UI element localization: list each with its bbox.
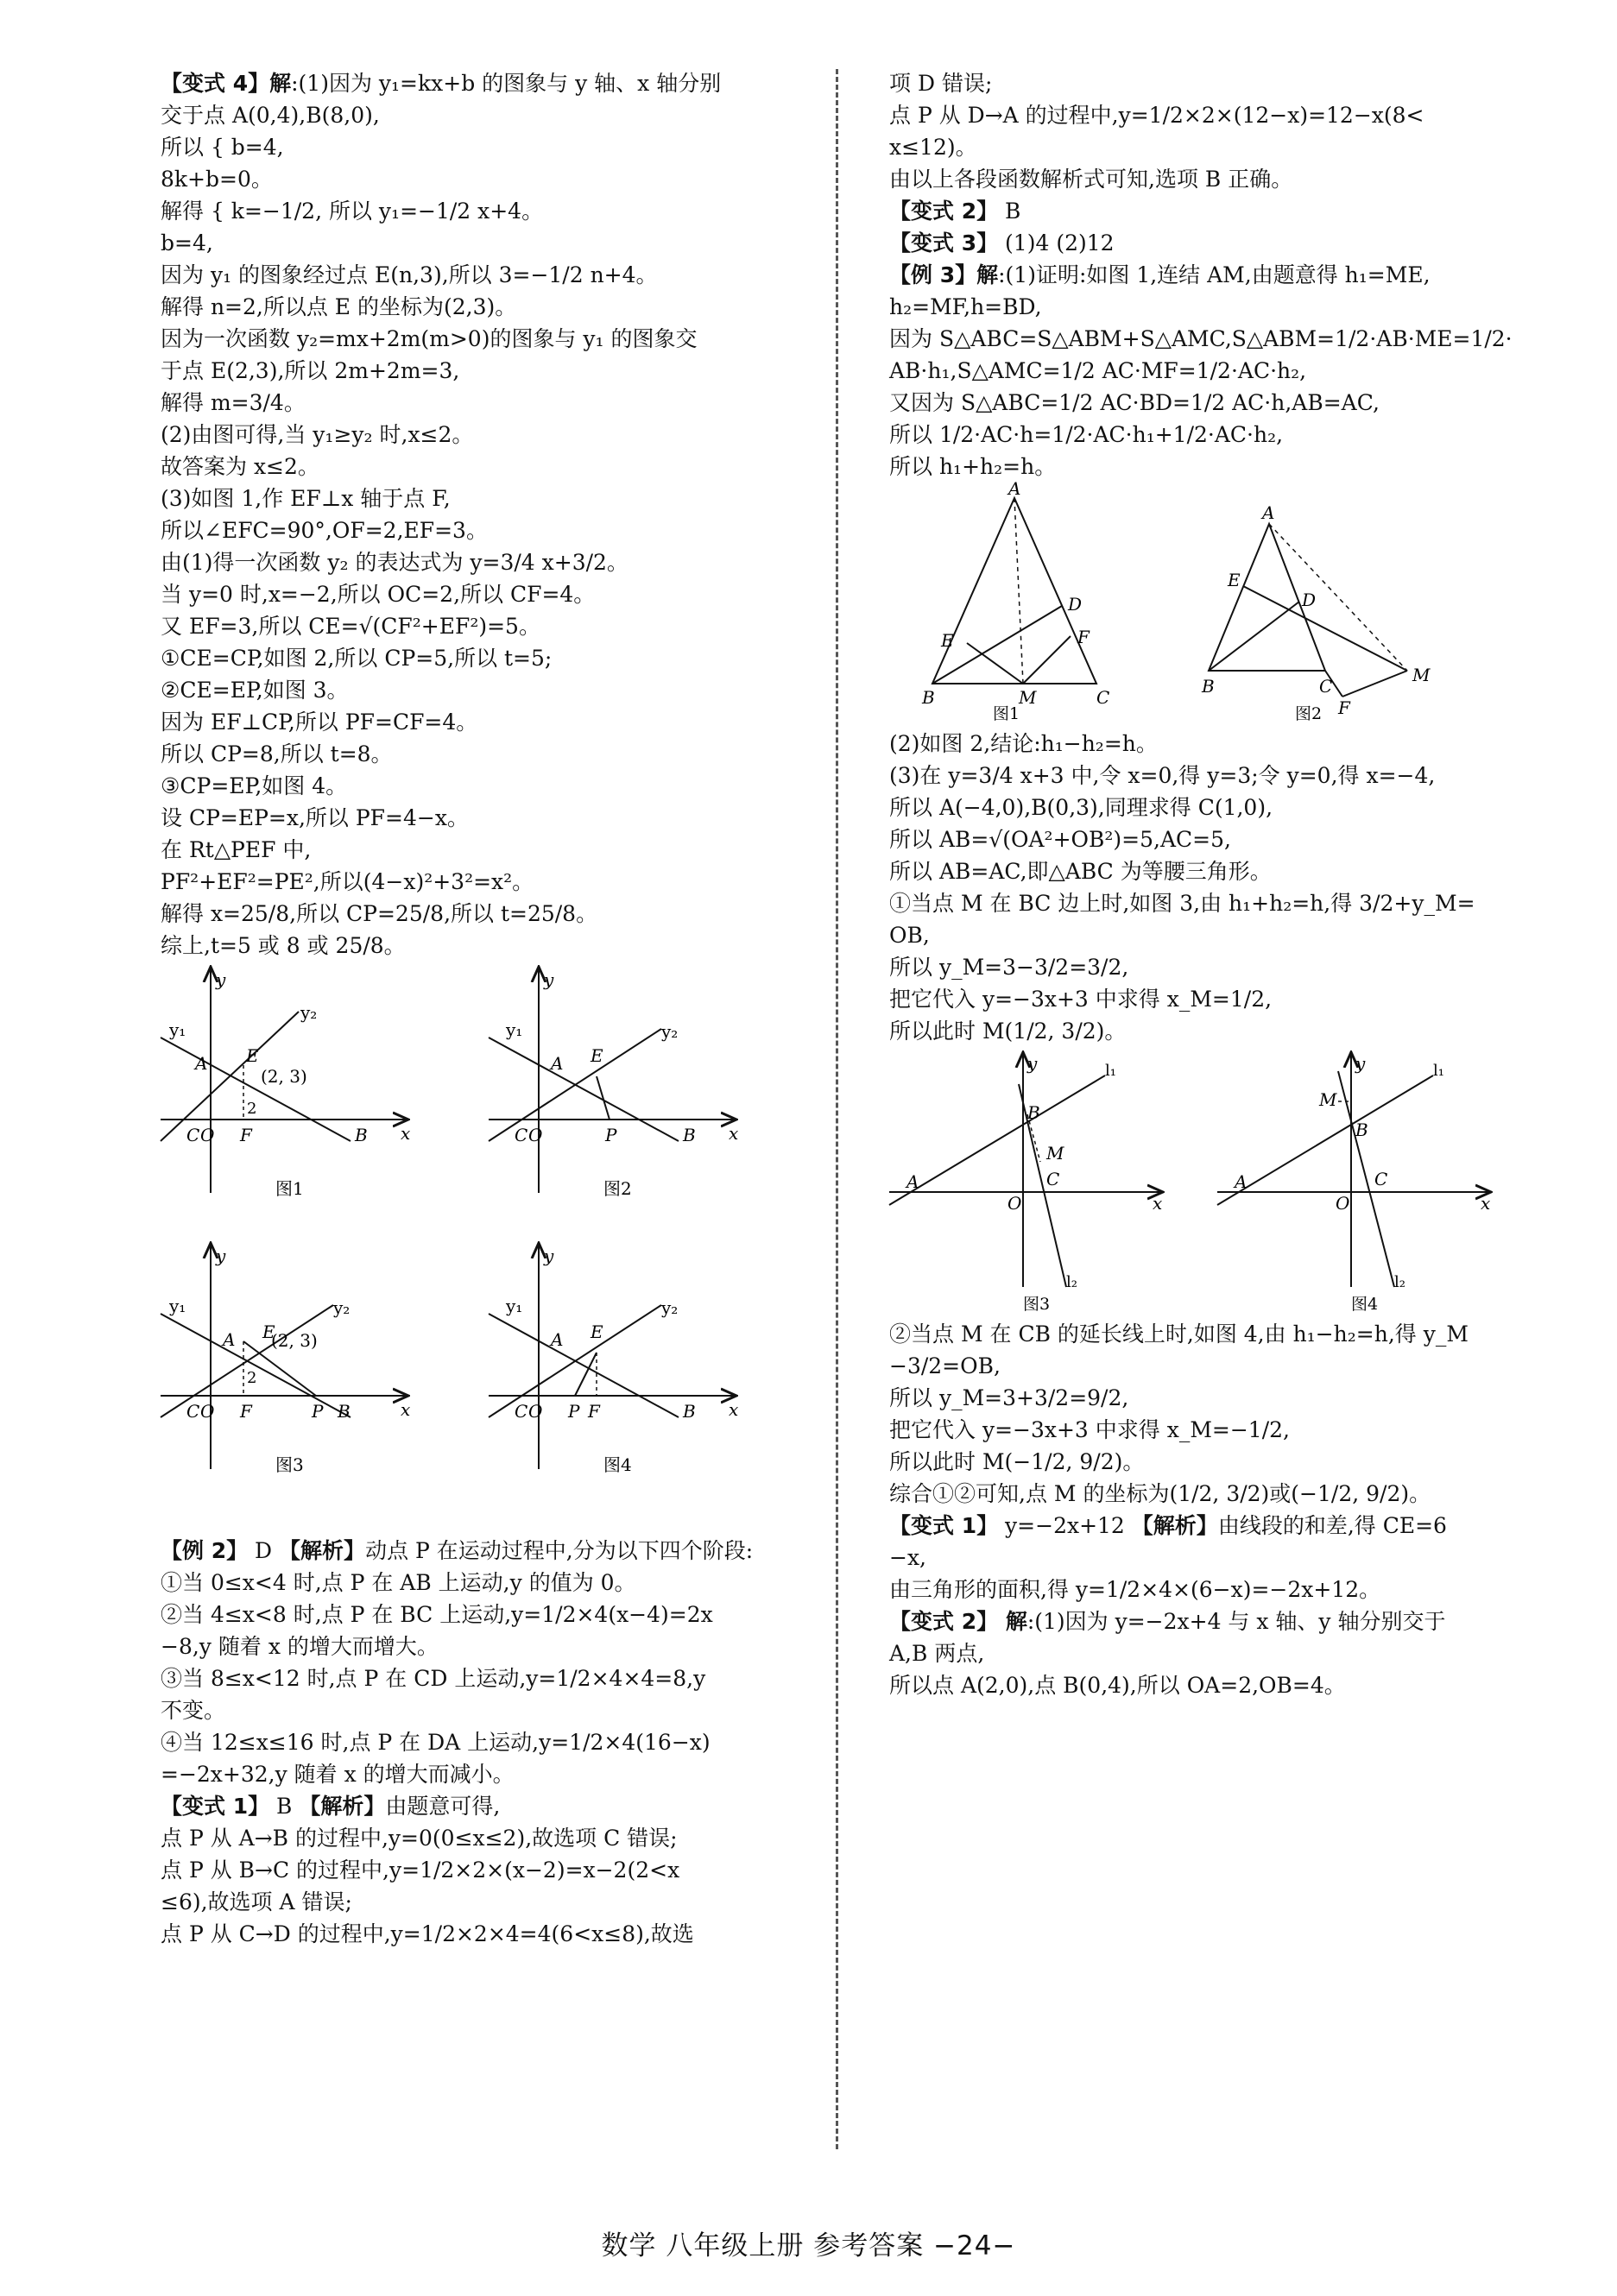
text-line <box>161 419 808 451</box>
label-F: F <box>588 1401 600 1422</box>
coordinate-diagrams <box>889 1054 1519 1313</box>
section-tag: 【变式 4】 <box>161 71 270 96</box>
label-C: C <box>515 1401 528 1422</box>
label-A: A <box>1235 1171 1247 1192</box>
text-line <box>161 1662 808 1694</box>
line-text: 所以 AB=√(OA²+OB²)=5,AC=5, <box>889 827 1231 852</box>
tri-fig1-caption: 图1 <box>993 704 1020 723</box>
line-text: 当 y=0 时,x=−2,所以 OC=2,所以 CF=4。 <box>161 582 596 607</box>
text-line <box>889 1478 1519 1510</box>
right-column <box>889 67 1519 1701</box>
text-line <box>889 1318 1519 1350</box>
solution-label: 解 <box>269 71 292 96</box>
line-text: 设 CP=EP=x,所以 PF=4−x。 <box>161 805 469 830</box>
label-x: x <box>401 1123 411 1144</box>
text-line <box>161 802 808 834</box>
right-text-block-3 <box>889 1318 1519 1701</box>
label-E: E <box>591 1045 603 1066</box>
line-text: 所以 { b=4, <box>161 135 284 160</box>
text-line <box>889 1446 1519 1478</box>
text-line <box>161 163 808 195</box>
line-text: :(1)因为 y=−2x+4 与 x 轴、y 轴分别交于 <box>1026 1609 1446 1634</box>
text-line <box>161 131 808 163</box>
text-line <box>161 1535 808 1567</box>
label-C: C <box>1096 687 1110 708</box>
label-y: y <box>1355 1053 1366 1074</box>
section-tag: 【解析】 <box>279 1538 366 1563</box>
line-text: 所以此时 M(1/2, 3/2)。 <box>889 1019 1127 1044</box>
line-text: 把它代入 y=−3x+3 中求得 x_M=1/2, <box>889 987 1273 1012</box>
text-line <box>889 760 1519 792</box>
triangle-figure-2 <box>1201 502 1431 723</box>
line-text: y=−2x+12 <box>998 1513 1132 1538</box>
text-line <box>161 355 808 387</box>
line-text: 因为一次函数 y₂=mx+2m(m>0)的图象与 y₁ 的图象交 <box>161 326 698 351</box>
fig3-caption: 图3 <box>275 1454 304 1475</box>
label-O: O <box>200 1401 215 1422</box>
line-text: ④当 12≤x≤16 时,点 P 在 DA 上运动,y=1/2×4(16−x) <box>161 1730 711 1755</box>
label-point: (2, 3) <box>261 1066 307 1087</box>
label-y: y <box>544 969 554 990</box>
text-line <box>889 887 1519 919</box>
coord-fig4-caption: 图4 <box>1351 1295 1379 1314</box>
text-line <box>889 1414 1519 1446</box>
line-text: 所以点 A(2,0),点 B(0,4),所以 OA=2,OB=4。 <box>889 1673 1346 1698</box>
text-line <box>889 99 1519 131</box>
line-text: (1)4 (2)12 <box>998 230 1115 255</box>
text-line <box>161 1918 808 1950</box>
line-text: −8,y 随着 x 的增大而增大。 <box>161 1634 439 1659</box>
text-line <box>161 1758 808 1790</box>
label-y1: y₁ <box>169 1296 186 1316</box>
label-M: M <box>1412 665 1431 685</box>
line-text: B <box>998 199 1021 224</box>
label-P: P <box>568 1401 580 1422</box>
label-y1: y₁ <box>169 1019 186 1040</box>
triangle-diagrams <box>889 478 1519 723</box>
line-text: ①CE=CP,如图 2,所以 CP=5,所以 t=5; <box>161 646 553 671</box>
line-text: =−2x+32,y 随着 x 的增大而减小。 <box>161 1762 515 1787</box>
line-text: 所以 h₁+h₂=h。 <box>889 454 1057 479</box>
figure-1 <box>161 968 410 1199</box>
line-text: 所以 y_M=3−3/2=3/2, <box>889 955 1129 980</box>
solution-label: 解 <box>976 262 999 287</box>
line-text: 所以此时 M(−1/2, 9/2)。 <box>889 1449 1145 1474</box>
label-C: C <box>1374 1169 1388 1189</box>
text-line <box>161 898 808 930</box>
line-text: b=4, <box>161 230 213 255</box>
line-text: 所以 CP=8,所以 t=8。 <box>161 741 393 766</box>
text-line <box>889 1669 1519 1701</box>
label-B: B <box>1202 676 1215 697</box>
line-text: 解得 m=3/4。 <box>161 390 306 415</box>
figure-3 <box>161 1245 410 1475</box>
label-C: C <box>1046 1169 1060 1189</box>
line-text: ③CP=EP,如图 4。 <box>161 773 348 798</box>
section-tag: 【例 2】 <box>161 1538 249 1563</box>
text-line <box>161 1822 808 1854</box>
line-text: 点 P 从 A→B 的过程中,y=0(0≤x≤2),故选项 C 错误; <box>161 1826 678 1851</box>
label-E: E <box>246 1045 259 1066</box>
section-tag: 【例 3】 <box>889 262 977 287</box>
coordinate-figures <box>889 1054 1519 1313</box>
label-F: F <box>1338 697 1350 718</box>
left-column <box>161 67 808 1950</box>
text-line <box>889 792 1519 823</box>
line-text: −3/2=OB, <box>889 1353 1001 1378</box>
text-line <box>889 195 1519 227</box>
label-y: y <box>544 1246 554 1266</box>
label-P: P <box>312 1401 324 1422</box>
label-y: y <box>1027 1053 1038 1074</box>
text-line <box>161 291 808 323</box>
line-text: 由线段的和差,得 CE=6 <box>1217 1513 1447 1538</box>
label-x: x <box>401 1399 411 1420</box>
text-line <box>161 1631 808 1662</box>
line-text: 动点 P 在运动过程中,分为以下四个阶段: <box>365 1538 754 1563</box>
line-text: ②当点 M 在 CB 的延长线上时,如图 4,由 h₁−h₂=h,得 y_M <box>889 1321 1469 1347</box>
text-line <box>889 728 1519 760</box>
section-tag: 【变式 2】 <box>889 1609 999 1634</box>
text-line <box>161 227 808 259</box>
line-text: 于点 E(2,3),所以 2m+2m=3, <box>161 358 460 383</box>
right-text-block <box>889 67 1519 483</box>
line-text: 由题意可得, <box>385 1794 501 1819</box>
line-text: 所以 1/2·AC·h=1/2·AC·h₁+1/2·AC·h₂, <box>889 422 1284 447</box>
line-text: 解得 n=2,所以点 E 的坐标为(2,3)。 <box>161 294 517 319</box>
line-text: (2)由图可得,当 y₁≥y₂ 时,x≤2。 <box>161 422 474 447</box>
text-line <box>161 1854 808 1886</box>
text-line <box>161 451 808 483</box>
line-text: (3)如图 1,作 EF⊥x 轴于点 F, <box>161 486 451 511</box>
label-B: B <box>683 1401 696 1422</box>
label-C: C <box>515 1125 528 1145</box>
line-text: 所以∠EFC=90°,OF=2,EF=3。 <box>161 518 488 543</box>
label-A: A <box>223 1329 236 1350</box>
section-tag: 【变式 2】 <box>889 199 999 224</box>
section-tag: 【变式 1】 <box>889 1513 999 1538</box>
label-O: O <box>528 1401 543 1422</box>
text-line <box>161 1599 808 1631</box>
text-line <box>889 1542 1519 1574</box>
line-text: ③当 8≤x<12 时,点 P 在 CD 上运动,y=1/2×4×4=8,y <box>161 1666 706 1691</box>
label-l2: l₂ <box>1066 1273 1077 1291</box>
line-text: 解得 { k=−1/2, 所以 y₁=−1/2 x+4。 <box>161 199 544 224</box>
label-l1: l₁ <box>1433 1062 1444 1080</box>
coord-fig3-caption: 图3 <box>1023 1295 1051 1314</box>
fig4-caption: 图4 <box>603 1454 632 1475</box>
label-O: O <box>1007 1193 1022 1214</box>
fig1-caption: 图1 <box>275 1178 304 1199</box>
text-line <box>889 355 1519 387</box>
line-text: 不变。 <box>161 1698 226 1723</box>
text-line <box>161 930 808 962</box>
label-M: M <box>1019 687 1037 708</box>
label-B: B <box>1027 1102 1040 1123</box>
text-line <box>889 131 1519 163</box>
line-text: h₂=MF,h=BD, <box>889 294 1042 319</box>
label-A: A <box>906 1171 919 1192</box>
right-text-block-2 <box>889 728 1519 1047</box>
left-text-block-2 <box>161 1535 808 1950</box>
line-text: :(1)因为 y₁=kx+b 的图象与 y 轴、x 轴分别 <box>291 71 722 96</box>
line-text: 所以 AB=AC,即△ABC 为等腰三角形。 <box>889 859 1272 884</box>
label-O: O <box>200 1125 215 1145</box>
text-line <box>889 1574 1519 1605</box>
line-text: ①当 0≤x<4 时,点 P 在 AB 上运动,y 的值为 0。 <box>161 1570 636 1595</box>
label-l2: l₂ <box>1394 1273 1405 1291</box>
line-text: 因为 EF⊥CP,所以 PF=CF=4。 <box>161 710 478 735</box>
text-line <box>889 1637 1519 1669</box>
label-B: B <box>1355 1120 1368 1140</box>
line-text: 解得 x=25/8,所以 CP=25/8,所以 t=25/8。 <box>161 901 598 926</box>
left-text-block <box>161 67 808 962</box>
text-line <box>161 387 808 419</box>
text-line <box>889 951 1519 983</box>
text-line <box>889 1605 1519 1637</box>
label-x: x <box>729 1123 739 1144</box>
text-line <box>161 483 808 514</box>
label-B: B <box>338 1401 351 1422</box>
text-line <box>161 1694 808 1726</box>
label-C: C <box>1319 676 1333 697</box>
line-text: AB·h₁,S△AMC=1/2 AC·MF=1/2·AC·h₂, <box>889 358 1307 383</box>
line-text: 交于点 A(0,4),B(8,0), <box>161 103 380 128</box>
text-line <box>161 323 808 355</box>
line-text: B <box>269 1794 300 1819</box>
text-line <box>161 67 808 99</box>
solution-label: 解 <box>998 1609 1027 1634</box>
triangle-figures <box>889 478 1519 723</box>
page-footer: 数学 八年级上册 参考答案 −24− <box>601 2230 1016 2261</box>
label-O: O <box>528 1125 543 1145</box>
label-x: x <box>1481 1193 1491 1214</box>
label-2: 2 <box>247 1369 257 1387</box>
line-text: 点 P 从 C→D 的过程中,y=1/2×2×4=4(6<x≤8),故选 <box>161 1921 694 1946</box>
line-text: 又因为 S△ABC=1/2 AC·BD=1/2 AC·h,AB=AC, <box>889 390 1380 415</box>
line-text: 所以 y_M=3+3/2=9/2, <box>889 1385 1129 1410</box>
line-text: ①当点 M 在 BC 边上时,如图 3,由 h₁+h₂=h,得 3/2+y_M= <box>889 891 1475 916</box>
text-line <box>161 706 808 738</box>
text-line <box>161 1886 808 1918</box>
line-text: 综上,t=5 或 8 或 25/8。 <box>161 933 406 958</box>
line-text: 在 Rt△PEF 中, <box>161 837 312 862</box>
line-text: 8k+b=0。 <box>161 167 273 192</box>
line-text: 由(1)得一次函数 y₂ 的表达式为 y=3/4 x+3/2。 <box>161 550 628 575</box>
line-text: A,B 两点, <box>889 1641 985 1666</box>
label-E: E <box>1228 570 1241 590</box>
text-line <box>161 610 808 642</box>
line-text: 由三角形的面积,得 y=1/2×4×(6−x)=−2x+12。 <box>889 1577 1381 1602</box>
text-line <box>889 1382 1519 1414</box>
tri-fig2-caption: 图2 <box>1295 704 1323 723</box>
label-C: C <box>186 1125 200 1145</box>
label-y2: y₂ <box>661 1021 679 1042</box>
label-B: B <box>355 1125 368 1145</box>
text-line <box>161 642 808 674</box>
label-y2: y₂ <box>661 1297 679 1318</box>
coordinate-figure-3 <box>889 1053 1162 1314</box>
text-line <box>161 674 808 706</box>
label-y1: y₁ <box>506 1296 523 1316</box>
label-P: P <box>605 1125 617 1145</box>
label-y2: y₂ <box>333 1297 351 1318</box>
text-line <box>889 1015 1519 1047</box>
label-O: O <box>1336 1193 1350 1214</box>
label-y: y <box>216 969 226 990</box>
coordinate-figure-4 <box>1217 1053 1490 1314</box>
text-line <box>889 67 1519 99</box>
text-line <box>161 514 808 546</box>
line-text: 因为 y₁ 的图象经过点 E(n,3),所以 3=−1/2 n+4。 <box>161 262 658 287</box>
label-x: x <box>1153 1193 1163 1214</box>
label-M: M <box>1319 1089 1337 1110</box>
line-text: :(1)证明:如图 1,连结 AM,由题意得 h₁=ME, <box>998 262 1431 287</box>
text-line <box>161 578 808 610</box>
line-text: D <box>248 1538 280 1563</box>
line-text: ②当 4≤x<8 时,点 P 在 BC 上运动,y=1/2×4(x−4)=2x <box>161 1602 713 1627</box>
section-tag: 【变式 1】 <box>161 1794 270 1819</box>
text-line <box>161 1567 808 1599</box>
text-line <box>161 1726 808 1758</box>
label-F: F <box>240 1401 252 1422</box>
line-text: 故答案为 x≤2。 <box>161 454 319 479</box>
line-text: ②CE=EP,如图 3。 <box>161 678 349 703</box>
text-line <box>889 855 1519 887</box>
label-F: F <box>240 1125 252 1145</box>
fig2-caption: 图2 <box>603 1178 632 1199</box>
text-line <box>161 195 808 227</box>
line-text: −x, <box>889 1545 926 1570</box>
text-line <box>889 1510 1519 1542</box>
label-point: (2, 3) <box>271 1330 318 1351</box>
label-E: E <box>941 630 954 651</box>
line-text: 所以 A(−4,0),B(0,3),同理求得 C(1,0), <box>889 795 1273 820</box>
line-text: (2)如图 2,结论:h₁−h₂=h。 <box>889 731 1158 756</box>
label-B: B <box>683 1125 696 1145</box>
triangle-figure-1 <box>921 478 1109 723</box>
figure-2 <box>489 968 738 1199</box>
label-M: M <box>1046 1143 1064 1164</box>
left-figures <box>161 968 808 1530</box>
label-2: 2 <box>247 1100 257 1118</box>
label-A: A <box>195 1053 208 1074</box>
label-E: E <box>262 1321 275 1342</box>
label-F: F <box>1077 627 1090 647</box>
function-graphs <box>161 968 808 1530</box>
text-line <box>161 1790 808 1822</box>
line-text: 项 D 错误; <box>889 71 993 96</box>
line-text: PF²+EF²=PE²,所以(4−x)²+3²=x²。 <box>161 869 534 894</box>
text-line <box>161 259 808 291</box>
line-text: OB, <box>889 923 930 948</box>
column-divider <box>836 69 838 2149</box>
figure-4 <box>489 1245 738 1475</box>
text-line <box>889 919 1519 951</box>
line-text: 把它代入 y=−3x+3 中求得 x_M=−1/2, <box>889 1417 1290 1442</box>
text-line <box>161 546 808 578</box>
text-line <box>889 291 1519 323</box>
label-y1: y₁ <box>506 1019 523 1040</box>
text-line <box>889 1350 1519 1382</box>
line-text: 综合①②可知,点 M 的坐标为(1/2, 3/2)或(−1/2, 9/2)。 <box>889 1481 1431 1506</box>
text-line <box>161 866 808 898</box>
label-l1: l₁ <box>1105 1062 1116 1080</box>
section-tag: 【变式 3】 <box>889 230 999 255</box>
line-text: 点 P 从 D→A 的过程中,y=1/2×2×(12−x)=12−x(8< <box>889 103 1424 128</box>
text-line <box>889 387 1519 419</box>
text-line <box>161 99 808 131</box>
label-y2: y₂ <box>300 1002 318 1023</box>
text-line <box>889 163 1519 195</box>
section-tag: 【解析】 <box>299 1794 386 1819</box>
line-text: 由以上各段函数解析式可知,选项 B 正确。 <box>889 167 1293 192</box>
label-D: D <box>1068 594 1083 615</box>
line-text: 点 P 从 B→C 的过程中,y=1/2×2×(x−2)=x−2(2<x <box>161 1858 680 1883</box>
label-A: A <box>1008 478 1021 499</box>
text-line <box>889 823 1519 855</box>
line-text: 因为 S△ABC=S△ABM+S△AMC,S△ABM=1/2·AB·ME=1/2· <box>889 326 1513 351</box>
text-line <box>889 983 1519 1015</box>
text-line <box>161 770 808 802</box>
label-B: B <box>922 687 935 708</box>
text-line <box>889 227 1519 259</box>
line-text: (3)在 y=3/4 x+3 中,令 x=0,得 y=3;令 y=0,得 x=−4, <box>889 763 1436 788</box>
label-D: D <box>1302 590 1317 610</box>
label-x: x <box>729 1399 739 1420</box>
text-line <box>889 259 1519 291</box>
label-A: A <box>551 1329 564 1350</box>
text-line <box>889 419 1519 451</box>
label-C: C <box>186 1401 200 1422</box>
line-text: 又 EF=3,所以 CE=√(CF²+EF²)=5。 <box>161 614 540 639</box>
text-line <box>889 451 1519 483</box>
line-text: x≤12)。 <box>889 135 977 160</box>
section-tag: 【解析】 <box>1131 1513 1218 1538</box>
label-A: A <box>551 1053 564 1074</box>
label-E: E <box>591 1321 603 1342</box>
text-line <box>161 834 808 866</box>
text-line <box>889 323 1519 355</box>
text-line <box>161 738 808 770</box>
label-y: y <box>216 1246 226 1266</box>
line-text: ≤6),故选项 A 错误; <box>161 1889 352 1914</box>
label-A: A <box>1262 502 1275 523</box>
